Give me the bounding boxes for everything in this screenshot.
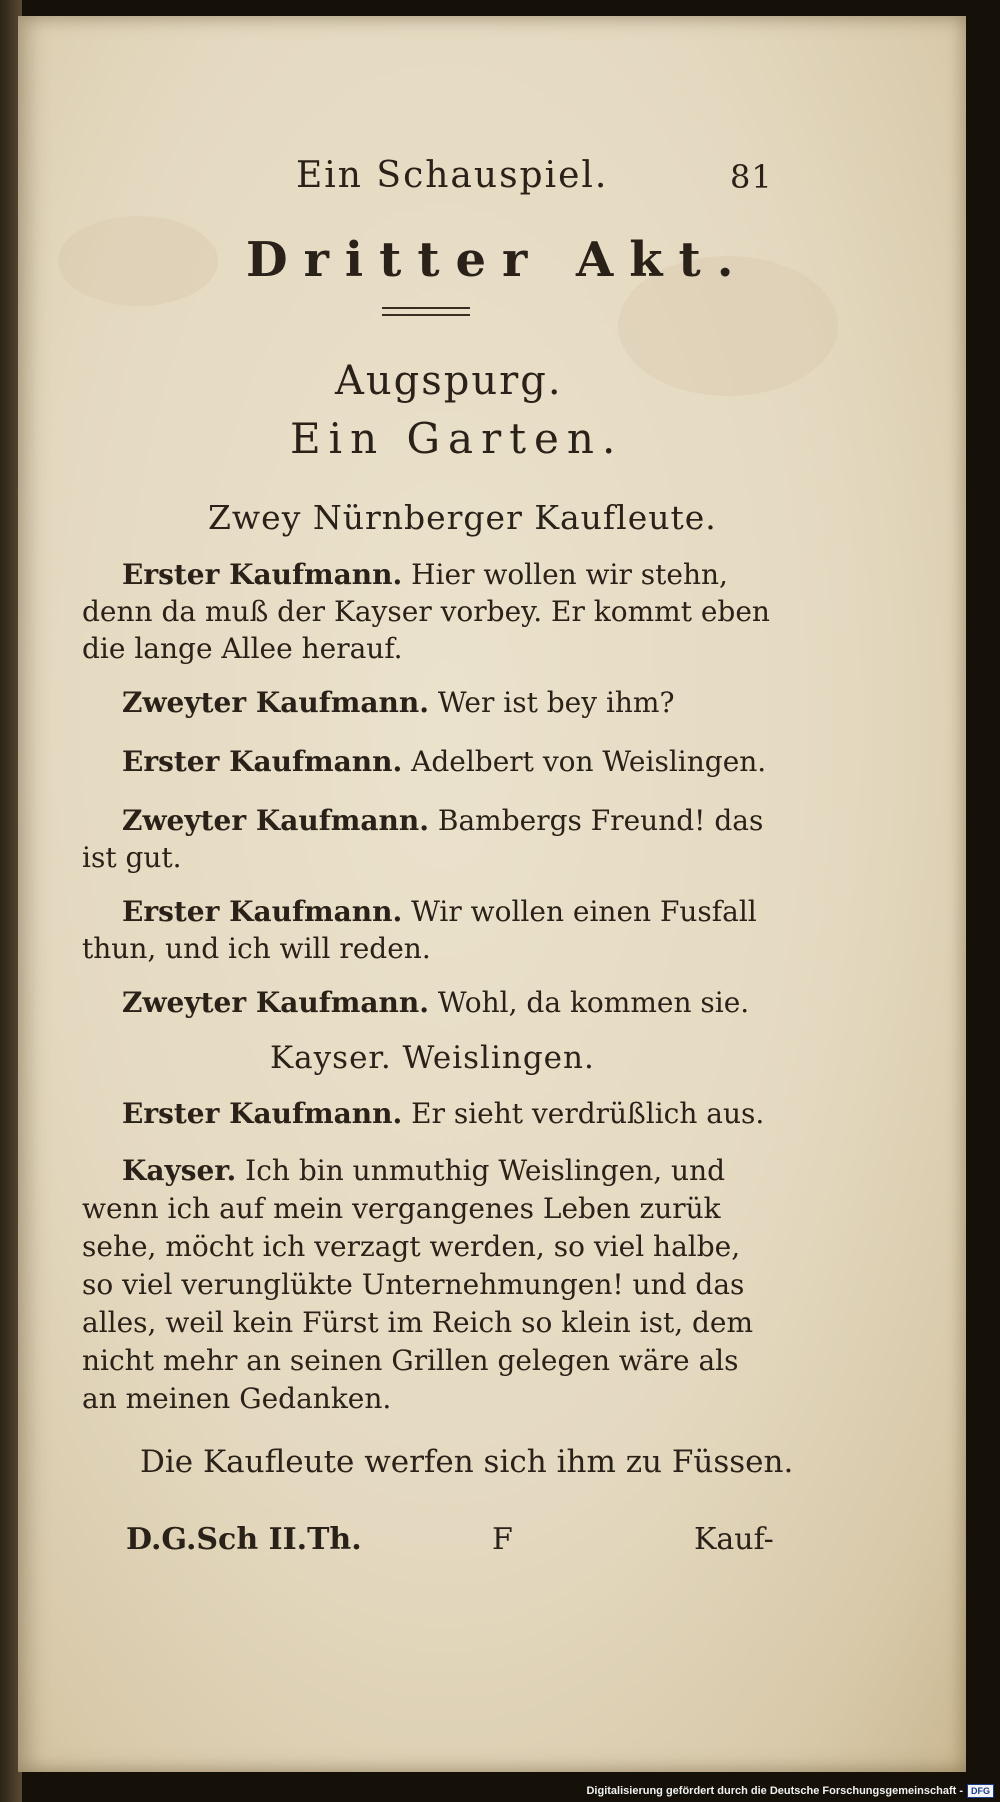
dialogue-paragraph	[82, 684, 776, 721]
dialogue-paragraph	[82, 984, 776, 1021]
speaker-name: Zweyter Kaufmann.	[122, 804, 429, 837]
speech-text: Adelbert von Weislingen.	[411, 745, 767, 778]
dialogue-paragraph	[82, 556, 776, 667]
dialogue-paragraph	[82, 893, 776, 967]
signature-mark: F	[492, 1522, 513, 1557]
speaker-name: Erster Kaufmann.	[122, 745, 403, 778]
speech-text: Wohl, da kommen sie.	[437, 986, 750, 1019]
stage-direction: Die Kaufleute werfen sich ihm zu Füssen.	[140, 1444, 794, 1480]
speaker-name: Zweyter Kaufmann.	[122, 986, 429, 1019]
dialogue-paragraph	[82, 1095, 776, 1132]
dialogue-paragraph	[82, 743, 776, 780]
page-number: 81	[730, 158, 773, 196]
speech-text: Hier wollen wir stehn, denn da muß der Kayser vorbey. Er kommt eben die lange Allee herauf.	[82, 558, 770, 665]
speech-text: Bambergs Freund! das ist gut.	[82, 804, 764, 874]
speaker-name: Erster Kaufmann.	[122, 558, 403, 591]
speaker-name: Erster Kaufmann.	[122, 895, 403, 928]
speech-text: Er sieht verdrüßlich aus.	[411, 1097, 765, 1130]
speaker-name: Erster Kaufmann.	[122, 1097, 403, 1130]
paper-stain	[58, 216, 218, 306]
title-rule	[382, 307, 470, 309]
act-title: Dritter Akt.	[246, 232, 750, 288]
entrance-line: Kayser. Weislingen.	[270, 1040, 595, 1076]
speech-text: Ich bin unmuthig Weislingen, und wenn ich auf mein vergangenes Leben zurük sehe, möcht ich verzagt werden, so viel halbe, so viel verunglükte Unternehmungen! und das alles, weil kein Fürst im Reich so klein ist, dem nicht mehr an seinen Grillen gelegen wäre als an meinen Gedanken.	[82, 1154, 754, 1415]
dialogue-paragraph	[82, 1152, 776, 1418]
scene-place: Augspurg.	[335, 358, 563, 404]
catchword: Kauf-	[694, 1522, 774, 1557]
scene-setting: Ein Garten.	[290, 414, 624, 463]
running-head: Ein Schauspiel.	[296, 155, 609, 196]
persons-of-scene: Zwey Nürnberger Kaufleute.	[208, 498, 717, 537]
signature-line: D.G.Sch II.Th.	[126, 1522, 362, 1557]
speech-text: Wir wollen einen Fusfall thun, und ich will reden.	[82, 895, 757, 965]
speaker-name: Zweyter Kaufmann.	[122, 686, 429, 719]
dfg-logo: DFG	[967, 1784, 994, 1798]
speech-text: Wer ist bey ihm?	[437, 686, 675, 719]
speaker-name: Kayser.	[122, 1154, 237, 1187]
footer-credit: Digitalisierung gefördert durch die Deutsche Forschungsgemeinschaft -	[586, 1785, 963, 1797]
digitization-footer	[586, 1784, 994, 1798]
dialogue-paragraph	[82, 802, 776, 876]
title-rule	[382, 314, 470, 316]
